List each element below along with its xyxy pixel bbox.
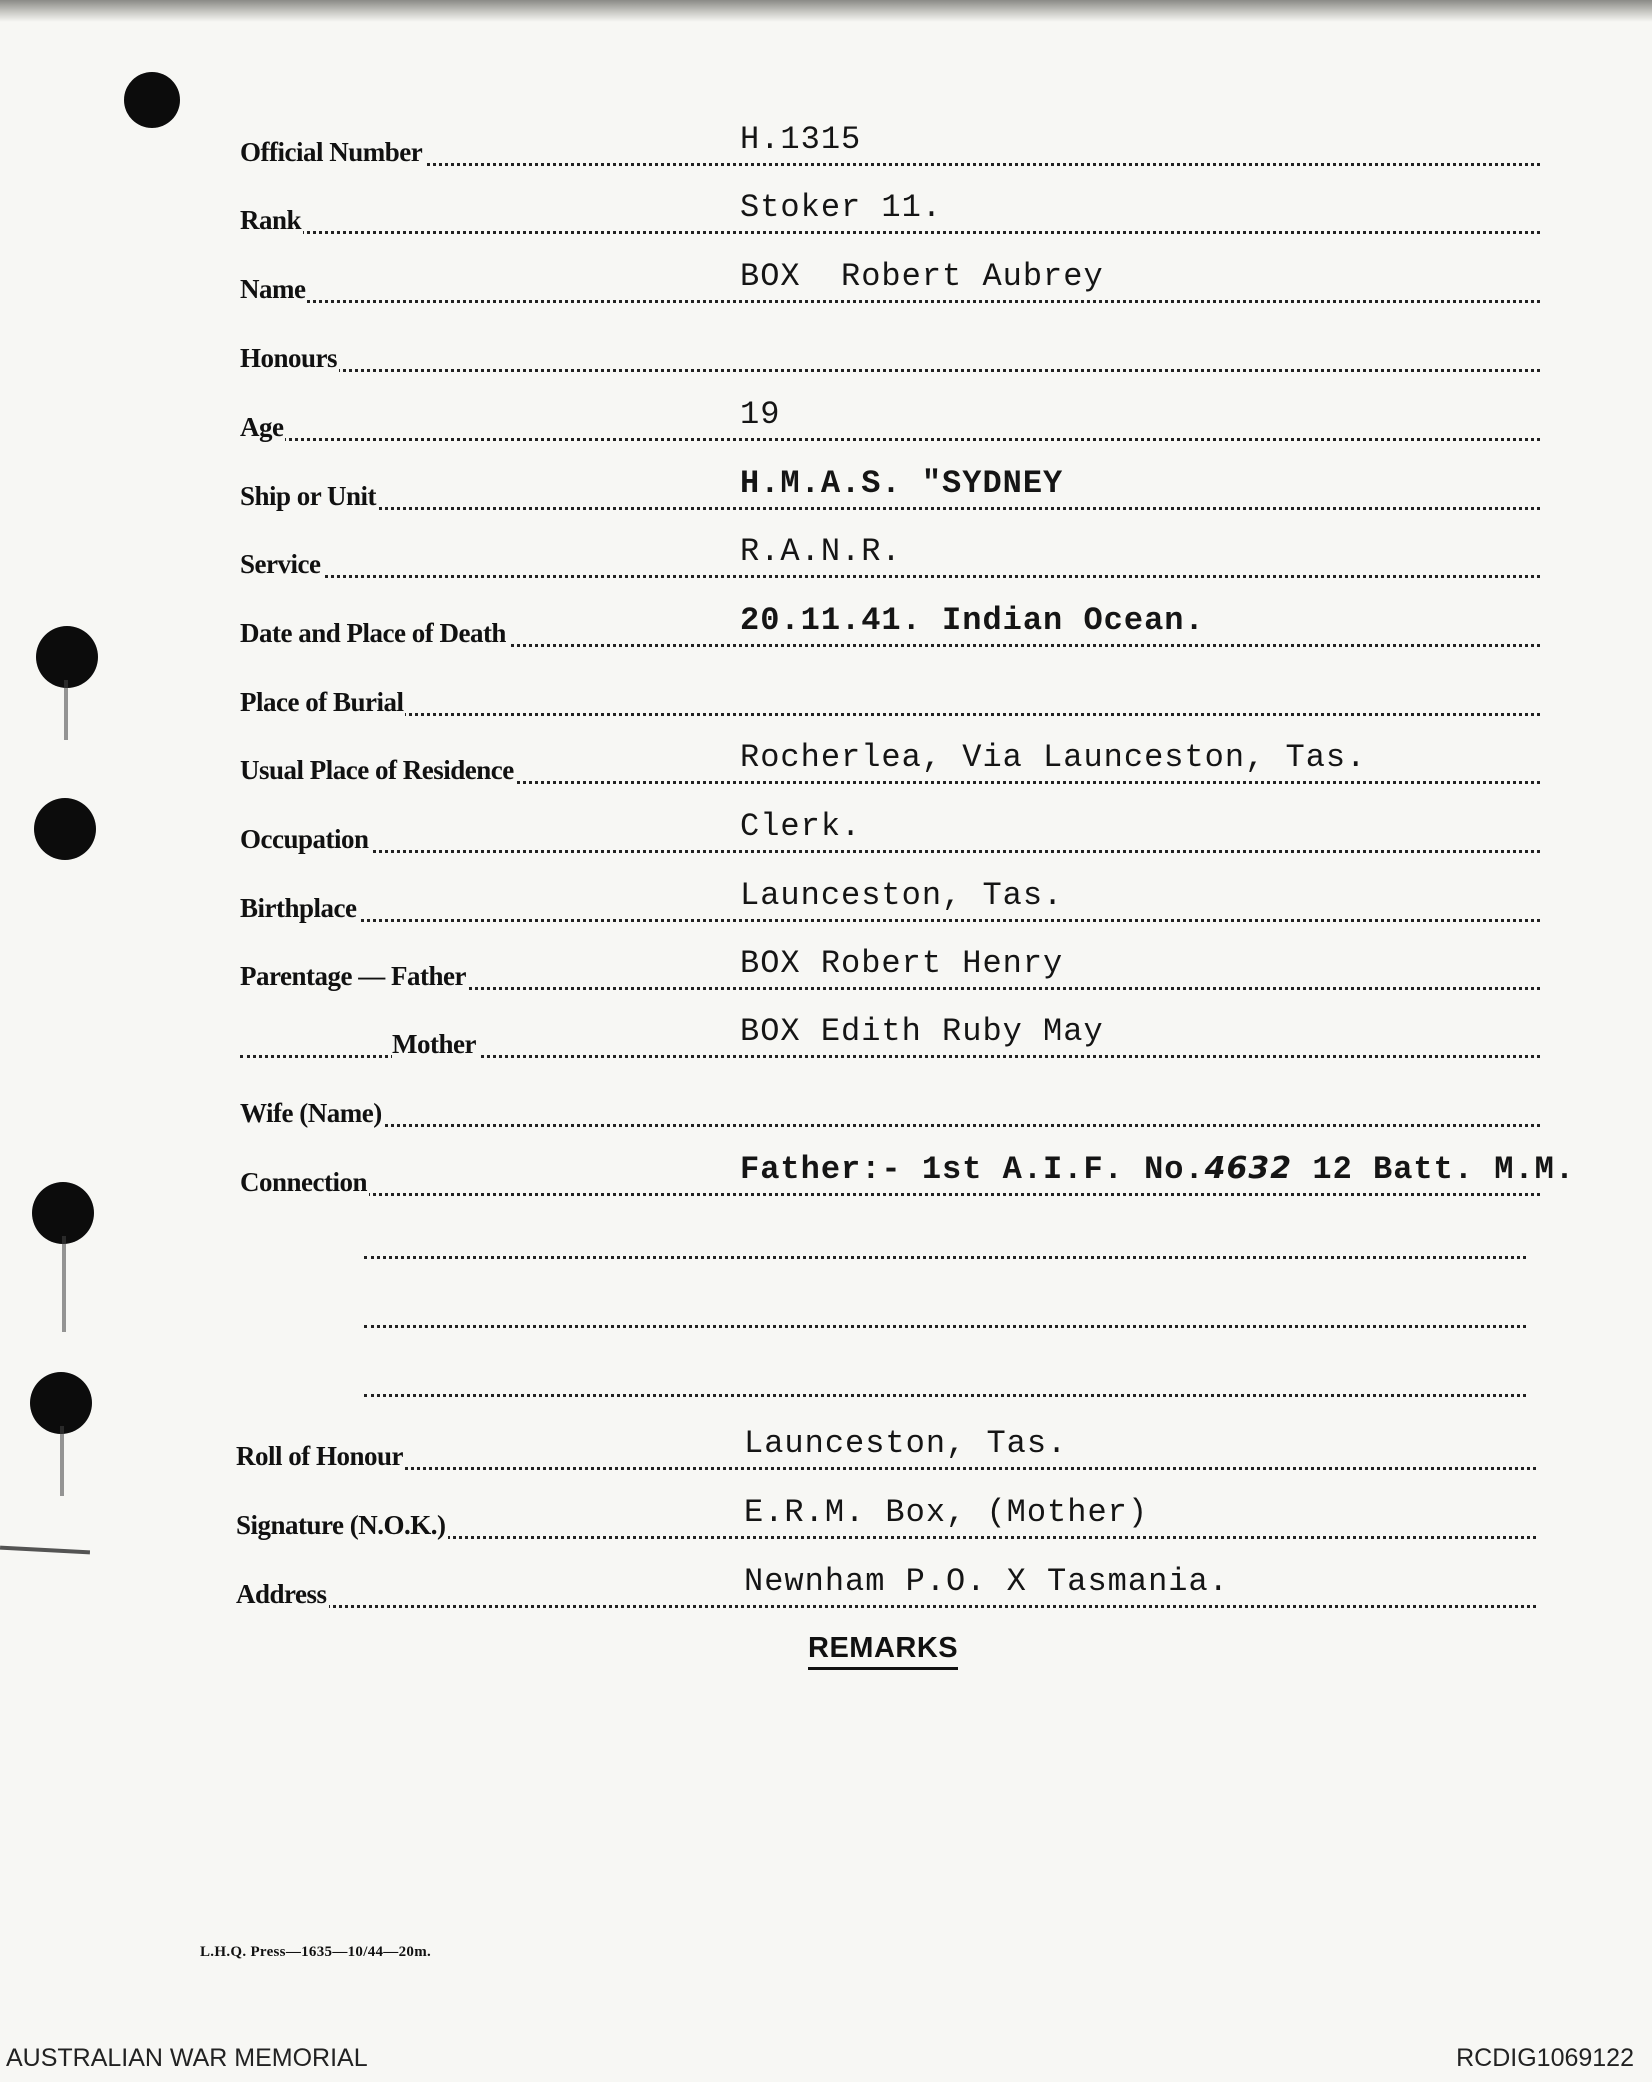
archive-name: AUSTRALIAN WAR MEMORIAL (6, 2044, 368, 2072)
field-label: Date and Place of Death (240, 618, 506, 648)
field-label: Age (240, 412, 284, 442)
field-service (240, 528, 1540, 588)
field-honours (240, 322, 1540, 382)
punch-hole (34, 798, 96, 860)
field-label: Roll of Honour (236, 1441, 404, 1471)
dotted-rule (236, 1605, 1536, 1608)
field-address (236, 1558, 1536, 1618)
connection-prefix: Father:- 1st A.I.F. No. (740, 1151, 1205, 1188)
punch-hole (32, 1182, 94, 1244)
field-value: Clerk. (740, 808, 862, 845)
field-label: Parentage — Father (240, 961, 466, 991)
field-value: R.A.N.R. (740, 533, 902, 570)
field-label: Rank (240, 205, 302, 235)
field-value: H.M.A.S. "SYDNEY (740, 465, 1064, 502)
dotted-rule (240, 507, 1540, 510)
field-label: Signature (N.O.K.) (236, 1510, 446, 1540)
scan-edge-mark (0, 1546, 90, 1555)
punch-hole (30, 1372, 92, 1434)
field-label: Official Number (240, 137, 423, 167)
hole-smear (64, 680, 68, 740)
dotted-rule (240, 369, 1540, 372)
dotted-rule (240, 231, 1540, 234)
field-label: Connection (240, 1167, 368, 1197)
field-value: E.R.M. Box, (Mother) (744, 1494, 1149, 1531)
punch-hole (124, 72, 180, 128)
field-label: Honours (240, 343, 338, 373)
dotted-rule (240, 713, 1540, 716)
field-value: 19 (740, 396, 781, 433)
dotted-rule (240, 575, 1540, 578)
dotted-rule (236, 1467, 1536, 1470)
connection-handwritten-number: 4632 (1204, 1151, 1293, 1186)
field-label: Mother (392, 1029, 476, 1059)
field-label: Place of Burial (240, 687, 404, 717)
dotted-rule (240, 850, 1540, 853)
field-usual-residence (240, 734, 1540, 794)
field-date-place-of-death (240, 597, 1540, 657)
field-occupation (240, 803, 1540, 863)
remarks-heading: REMARKS (808, 1632, 958, 1670)
field-parentage-father (240, 940, 1540, 1000)
field-birthplace (240, 872, 1540, 932)
field-value: H.1315 (740, 121, 862, 158)
field-label: Ship or Unit (240, 481, 377, 511)
hole-smear (62, 1236, 66, 1332)
field-place-of-burial (240, 666, 1540, 726)
field-value: BOX Robert Aubrey (740, 258, 1104, 295)
field-value: Stoker 11. (740, 189, 943, 226)
field-label: Birthplace (240, 893, 357, 923)
punch-hole (36, 626, 98, 688)
field-rank (240, 184, 1540, 244)
hole-smear (60, 1426, 64, 1496)
field-label: Address (236, 1579, 327, 1609)
field-label: Name (240, 274, 306, 304)
field-value: Rocherlea, Via Launceston, Tas. (740, 739, 1367, 776)
field-parentage-mother (240, 1008, 1540, 1068)
field-age (240, 391, 1540, 451)
field-label: Wife (Name) (240, 1098, 382, 1128)
field-value: BOX Robert Henry (740, 945, 1064, 982)
dotted-rule (240, 438, 1540, 441)
dotted-rule (240, 1124, 1540, 1127)
field-roll-of-honour (236, 1420, 1536, 1480)
blank-continuation-line (364, 1394, 1526, 1397)
dotted-rule (240, 163, 1540, 166)
field-label: Occupation (240, 824, 369, 854)
field-value (740, 1151, 1575, 1188)
field-name (240, 253, 1540, 313)
field-label: Service (240, 549, 321, 579)
archive-id: RCDIG1069122 (1456, 2044, 1634, 2072)
scan-top-edge (0, 0, 1652, 22)
blank-continuation-line (364, 1256, 1526, 1259)
dotted-rule (240, 300, 1540, 303)
dotted-rule (240, 919, 1540, 922)
field-signature-nok (236, 1489, 1536, 1549)
press-imprint: L.H.Q. Press—1635—10/44—20m. (200, 1944, 432, 1960)
field-value: 20.11.41. Indian Ocean. (740, 602, 1205, 639)
blank-continuation-line (364, 1325, 1526, 1328)
field-connection (240, 1146, 1576, 1206)
field-official-number (240, 116, 1540, 176)
field-value: BOX Edith Ruby May (740, 1013, 1104, 1050)
field-wife-name (240, 1077, 1540, 1137)
field-value: Launceston, Tas. (740, 877, 1064, 914)
field-ship-or-unit (240, 460, 1540, 520)
field-value: Launceston, Tas. (744, 1425, 1068, 1462)
field-value: Newnham P.O. X Tasmania. (744, 1563, 1229, 1600)
dotted-rule (240, 1193, 1540, 1196)
field-label: Usual Place of Residence (240, 755, 514, 785)
connection-suffix: 12 Batt. M.M. (1292, 1151, 1576, 1188)
